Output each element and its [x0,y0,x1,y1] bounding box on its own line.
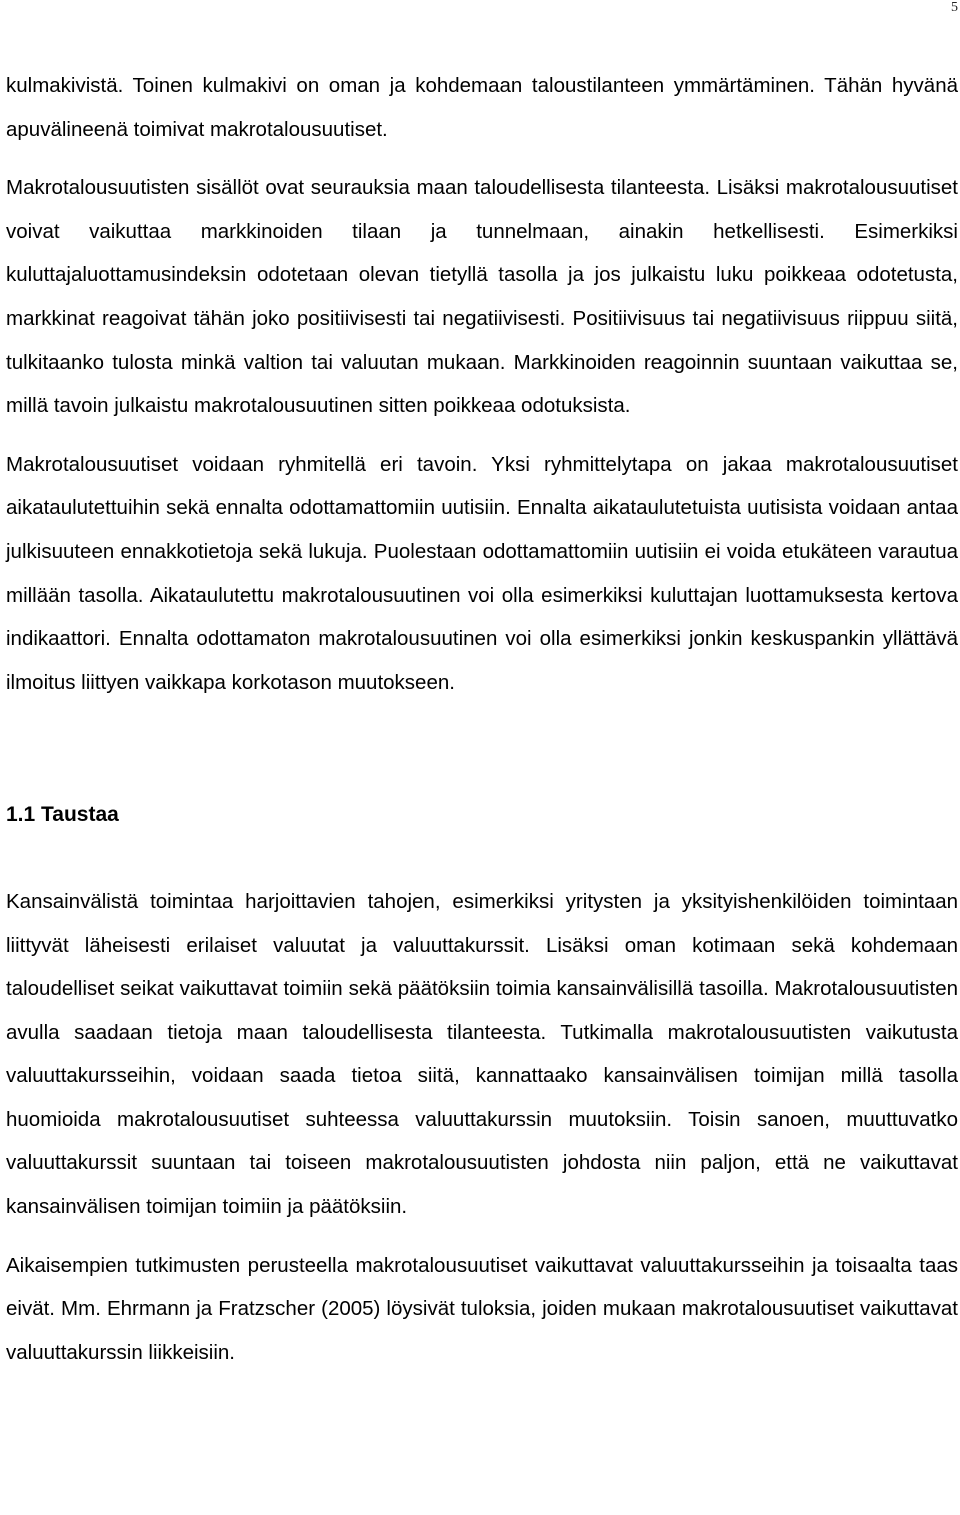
section-heading: 1.1 Taustaa [6,803,119,827]
paragraph: Makrotalousuutisten sisällöt ovat seurauksia maan taloudellisesta tilanteesta. Lisäksi makrotalousuutiset voivat vaikuttaa markkinoiden tilaan ja tunnelmaan, ainakin hetkellisesti. Esimerkiksi kuluttajaluottamusindeksin odotetaan olevan tietyllä tasolla ja jos julkaistu luku poikkeaa odotetusta, markkinat reagoivat tähän joko positiivisesti tai negatiivisesti. Positiivisuus tai negatiivisuus riippuu siitä, tulkitaanko tulosta minkä valtion tai valuutan mukaan. Markkinoiden reagoinnin suuntaan vaikuttaa se, millä tavoin julkaistu makrotalousuutinen sitten poikkeaa odotuksista. [6,176,958,418]
paragraph: Makrotalousuutiset voidaan ryhmitellä eri tavoin. Yksi ryhmittelytapa on jakaa makrotalousuutiset aikataulutettuihin sekä ennalta odottamattomiin uutisiin. Ennalta aikataulutetuista uutisista voidaan antaa julkisuuteen ennakkotietoja sekä lukuja. Puolestaan odottamattomiin uutisiin ei voida etukäteen varautua millään tasolla. Aikataulutettu makrotalousuutinen voi olla esimerkiksi kuluttajan luottamuksesta kertova indikaattori. Ennalta odottamaton makrotalousuutinen voi olla esimerkiksi jonkin keskuspankin yllättävä ilmoitus liittyen vaikkapa korkotason muutokseen. [6,452,958,694]
page-number: 5 [951,0,958,15]
paragraph: Aikaisempien tutkimusten perusteella makrotalousuutiset vaikuttavat valuuttakursseihin ja toisaalta taas eivät. Mm. Ehrmann ja Fratzscher (2005) löysivät tuloksia, joiden mukaan makrotalousuutiset vaikuttavat valuuttakurssin liikkeisiin. [6,1253,958,1364]
paragraph: kulmakivistä. Toinen kulmakivi on oman ja kohdemaan taloustilanteen ymmärtäminen. Tähän hyvänä apuvälineenä toimivat makrotalousuutiset. [6,74,958,141]
paragraph: Kansainvälistä toimintaa harjoittavien tahojen, esimerkiksi yritysten ja yksityishenkilöiden toimintaan liittyvät läheisesti erilaiset valuutat ja valuuttakurssit. Lisäksi oman kotimaan sekä kohdemaan taloudelliset seikat vaikuttavat toimiin sekä päätöksiin toimia kansainvälisillä tasoilla. Makrotalousuutisten avulla saadaan tietoja maan taloudellisesta tilanteesta. Tutkimalla makrotalousuutisten vaikutusta valuuttakursseihin, voidaan saada tietoa siitä, kannattaako kansainvälisen toimijan millä tasolla huomioida makrotalousuutiset suhteessa valuuttakurssin muutoksiin. Toisin sanoen, muuttuvatko valuuttakurssit suuntaan tai toiseen makrotalousuutisten johdosta niin paljon, että ne vaikuttavat kansainvälisen toimijan toimiin ja päätöksiin. [6,889,958,1219]
document-body [6,64,958,1374]
